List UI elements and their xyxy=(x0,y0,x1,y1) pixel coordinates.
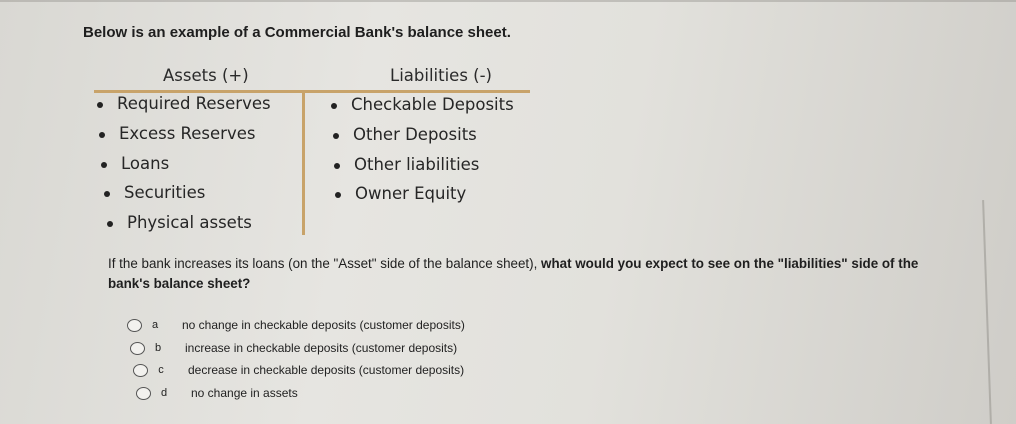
bullet-icon xyxy=(331,103,337,109)
radio-button[interactable] xyxy=(130,342,145,355)
bullet-icon xyxy=(107,221,113,227)
bullet-icon xyxy=(333,133,339,139)
option-letter: b xyxy=(154,342,162,354)
screen-edge-right xyxy=(982,200,992,424)
bullet-icon xyxy=(101,162,107,168)
asset-item: Excess Reserves xyxy=(99,124,255,143)
asset-item: Physical assets xyxy=(107,213,252,232)
option-letter: c xyxy=(158,364,164,376)
option-text: no change in assets xyxy=(191,386,298,400)
radio-button[interactable] xyxy=(136,387,151,400)
liability-item: Owner Equity xyxy=(335,184,466,203)
column-divider xyxy=(302,93,305,235)
balance-sheet xyxy=(94,58,534,238)
option-text: decrease in checkable deposits (customer deposits) xyxy=(188,363,465,377)
option-b[interactable] xyxy=(130,339,457,357)
screen-edge-top xyxy=(0,0,1016,2)
option-c[interactable] xyxy=(133,361,464,379)
asset-item: Securities xyxy=(104,183,205,202)
asset-item: Required Reserves xyxy=(97,94,271,113)
question-text: If the bank increases its loans (on the "Asset" side of the balance sheet), what would you expect to see on the "liabilities" side of the bank's balance sheet? xyxy=(108,256,919,291)
bullet-icon xyxy=(335,192,341,198)
option-text: no change in checkable deposits (customer deposits) xyxy=(182,318,465,332)
option-letter: a xyxy=(151,319,159,331)
page-heading: Below is an example of a Commercial Bank's balance sheet. xyxy=(83,24,511,41)
liability-item: Checkable Deposits xyxy=(331,95,514,114)
bullet-icon xyxy=(104,191,110,197)
bullet-icon xyxy=(99,132,105,138)
option-d[interactable] xyxy=(136,384,298,402)
option-text: increase in checkable deposits (customer deposits) xyxy=(185,341,458,355)
liabilities-header: Liabilities (-) xyxy=(390,66,492,85)
asset-item: Loans xyxy=(101,154,169,173)
bullet-icon xyxy=(97,102,103,108)
option-a[interactable] xyxy=(127,316,465,334)
header-divider xyxy=(94,90,530,93)
radio-button[interactable] xyxy=(133,364,148,377)
bullet-icon xyxy=(334,163,340,169)
liability-item: Other Deposits xyxy=(333,125,477,144)
assets-header: Assets (+) xyxy=(163,66,249,85)
liability-item: Other liabilities xyxy=(334,155,479,174)
radio-button[interactable] xyxy=(127,319,142,332)
option-letter: d xyxy=(160,387,168,399)
